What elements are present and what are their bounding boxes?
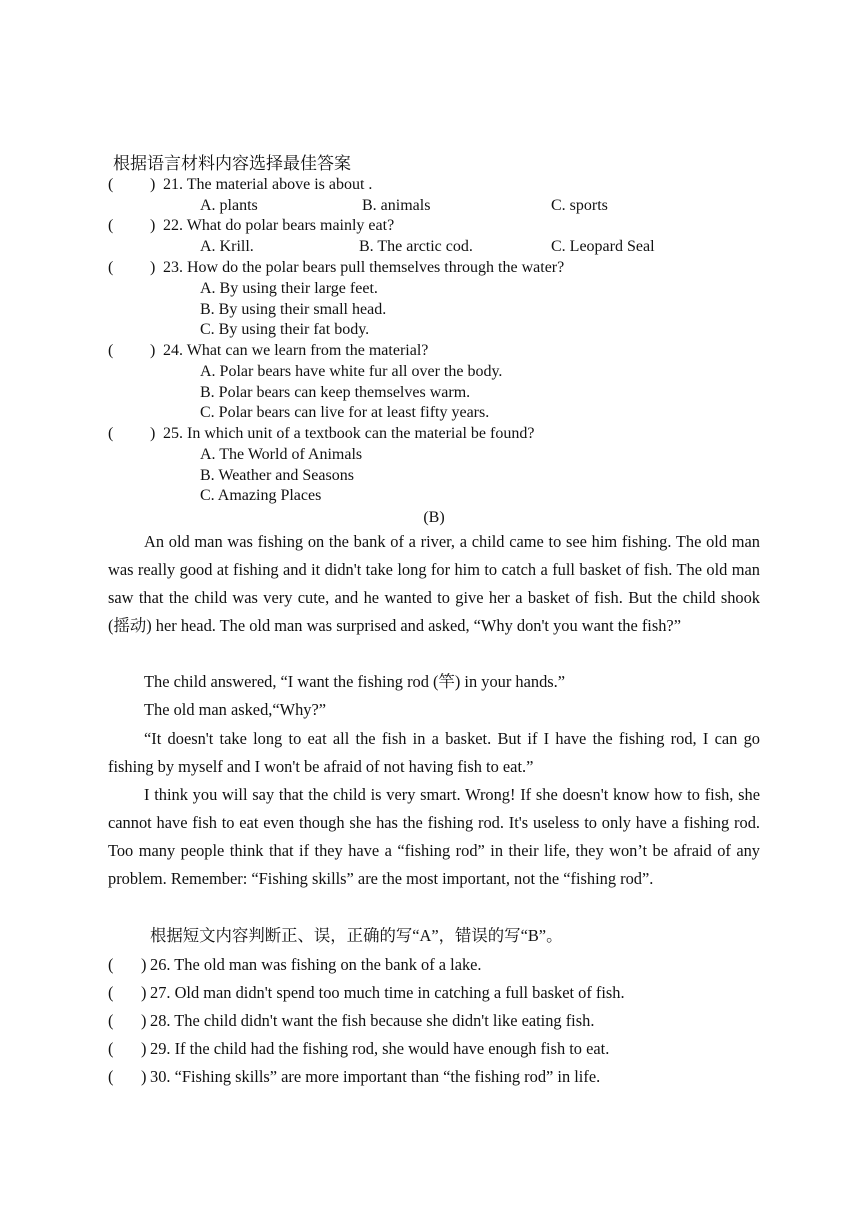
true-false-instruction: 根据短文内容判断正、误，正确的写“A”，错误的写“B”。 [150, 926, 563, 945]
answer-blank-close: ) [141, 1039, 147, 1058]
option-c: C. Polar bears can live for at least fifty years. [200, 404, 490, 421]
question-stem: 25. In which unit of a textbook can the material be found? [163, 425, 535, 442]
statement-text: 26. The old man was fishing on the bank of a lake. [150, 955, 482, 974]
statement-text: 30. “Fishing skills” are more important than “the fishing rod” in life. [150, 1067, 601, 1086]
statement-text: 28. The child didn't want the fish because she didn't like eating fish. [150, 1011, 595, 1030]
option-b: B. animals [362, 197, 431, 214]
answer-blank-close: ) [150, 425, 156, 442]
passage-paragraph-2: The child answered, “I want the fishing rod (竿) in your hands.” [144, 672, 566, 691]
answer-blank-close: ) [141, 1011, 147, 1030]
answer-blank-close: ) [141, 955, 147, 974]
question-stem: 21. The material above is about . [163, 176, 373, 193]
option-a: A. By using their large feet. [200, 280, 378, 297]
option-a: A. Krill. [200, 238, 254, 255]
passage-paragraph-3: The old man asked,“Why?” [144, 700, 327, 719]
option-c: C. Amazing Places [200, 487, 322, 504]
answer-blank-open: ( [108, 1067, 114, 1086]
passage-paragraph-1: An old man was fishing on the bank of a river, a child came to see him fishing. The old man was really good at fishing and it didn't take long for him to catch a full basket of fish. The old man saw that the child was very cute, and he wanted to give her a basket of fish. But the child shook (摇动) her head. The old man was surprised and asked, “Why don't you want the fish?” [108, 532, 760, 635]
question-stem: 22. What do polar bears mainly eat? [163, 217, 395, 234]
section-a-heading: 根据语言材料内容选择最佳答案 [113, 154, 351, 173]
option-c: C. Leopard Seal [551, 238, 655, 255]
question-stem: 23. How do the polar bears pull themselves through the water? [163, 259, 565, 276]
option-c: C. sports [551, 197, 608, 214]
option-b: B. Weather and Seasons [200, 467, 354, 484]
passage-paragraph-4: “It doesn't take long to eat all the fish in a basket. But if I have the fishing rod, I can go fishing by myself and I won't be afraid of not having fish to eat.” [108, 729, 760, 776]
answer-blank-open: ( [108, 983, 114, 1002]
option-a: A. Polar bears have white fur all over the body. [200, 363, 503, 380]
answer-blank-close: ) [150, 176, 156, 193]
question-stem: 24. What can we learn from the material? [163, 342, 429, 359]
option-c: C. By using their fat body. [200, 321, 370, 338]
option-b: B. The arctic cod. [359, 238, 473, 255]
answer-blank-close: ) [141, 1067, 147, 1086]
answer-blank-close: ) [150, 259, 156, 276]
answer-blank-open: ( [108, 955, 114, 974]
option-a: A. plants [200, 197, 258, 214]
section-b-label: (B) [423, 509, 445, 526]
option-a: A. The World of Animals [200, 446, 363, 463]
answer-blank-open: ( [108, 217, 114, 234]
answer-blank-close: ) [141, 983, 147, 1002]
statement-text: 29. If the child had the fishing rod, she would have enough fish to eat. [150, 1039, 610, 1058]
answer-blank-open: ( [108, 176, 114, 193]
answer-blank-open: ( [108, 1011, 114, 1030]
answer-blank-open: ( [108, 425, 114, 442]
answer-blank-close: ) [150, 342, 156, 359]
option-b: B. By using their small head. [200, 301, 387, 318]
answer-blank-open: ( [108, 342, 114, 359]
statement-text: 27. Old man didn't spend too much time in catching a full basket of fish. [150, 983, 625, 1002]
passage-paragraph-5: I think you will say that the child is very smart. Wrong! If she doesn't know how to fish, she cannot have fish to eat even though she has the fishing rod. It's useless to only have a fishing rod. Too many people think that if they have a “fishing rod” in their life, they won’t be afraid of any problem. Remember: “Fishing skills” are the most important, not the “fishing rod”. [108, 785, 760, 888]
answer-blank-close: ) [150, 217, 156, 234]
answer-blank-open: ( [108, 259, 114, 276]
answer-blank-open: ( [108, 1039, 114, 1058]
option-b: B. Polar bears can keep themselves warm. [200, 384, 471, 401]
